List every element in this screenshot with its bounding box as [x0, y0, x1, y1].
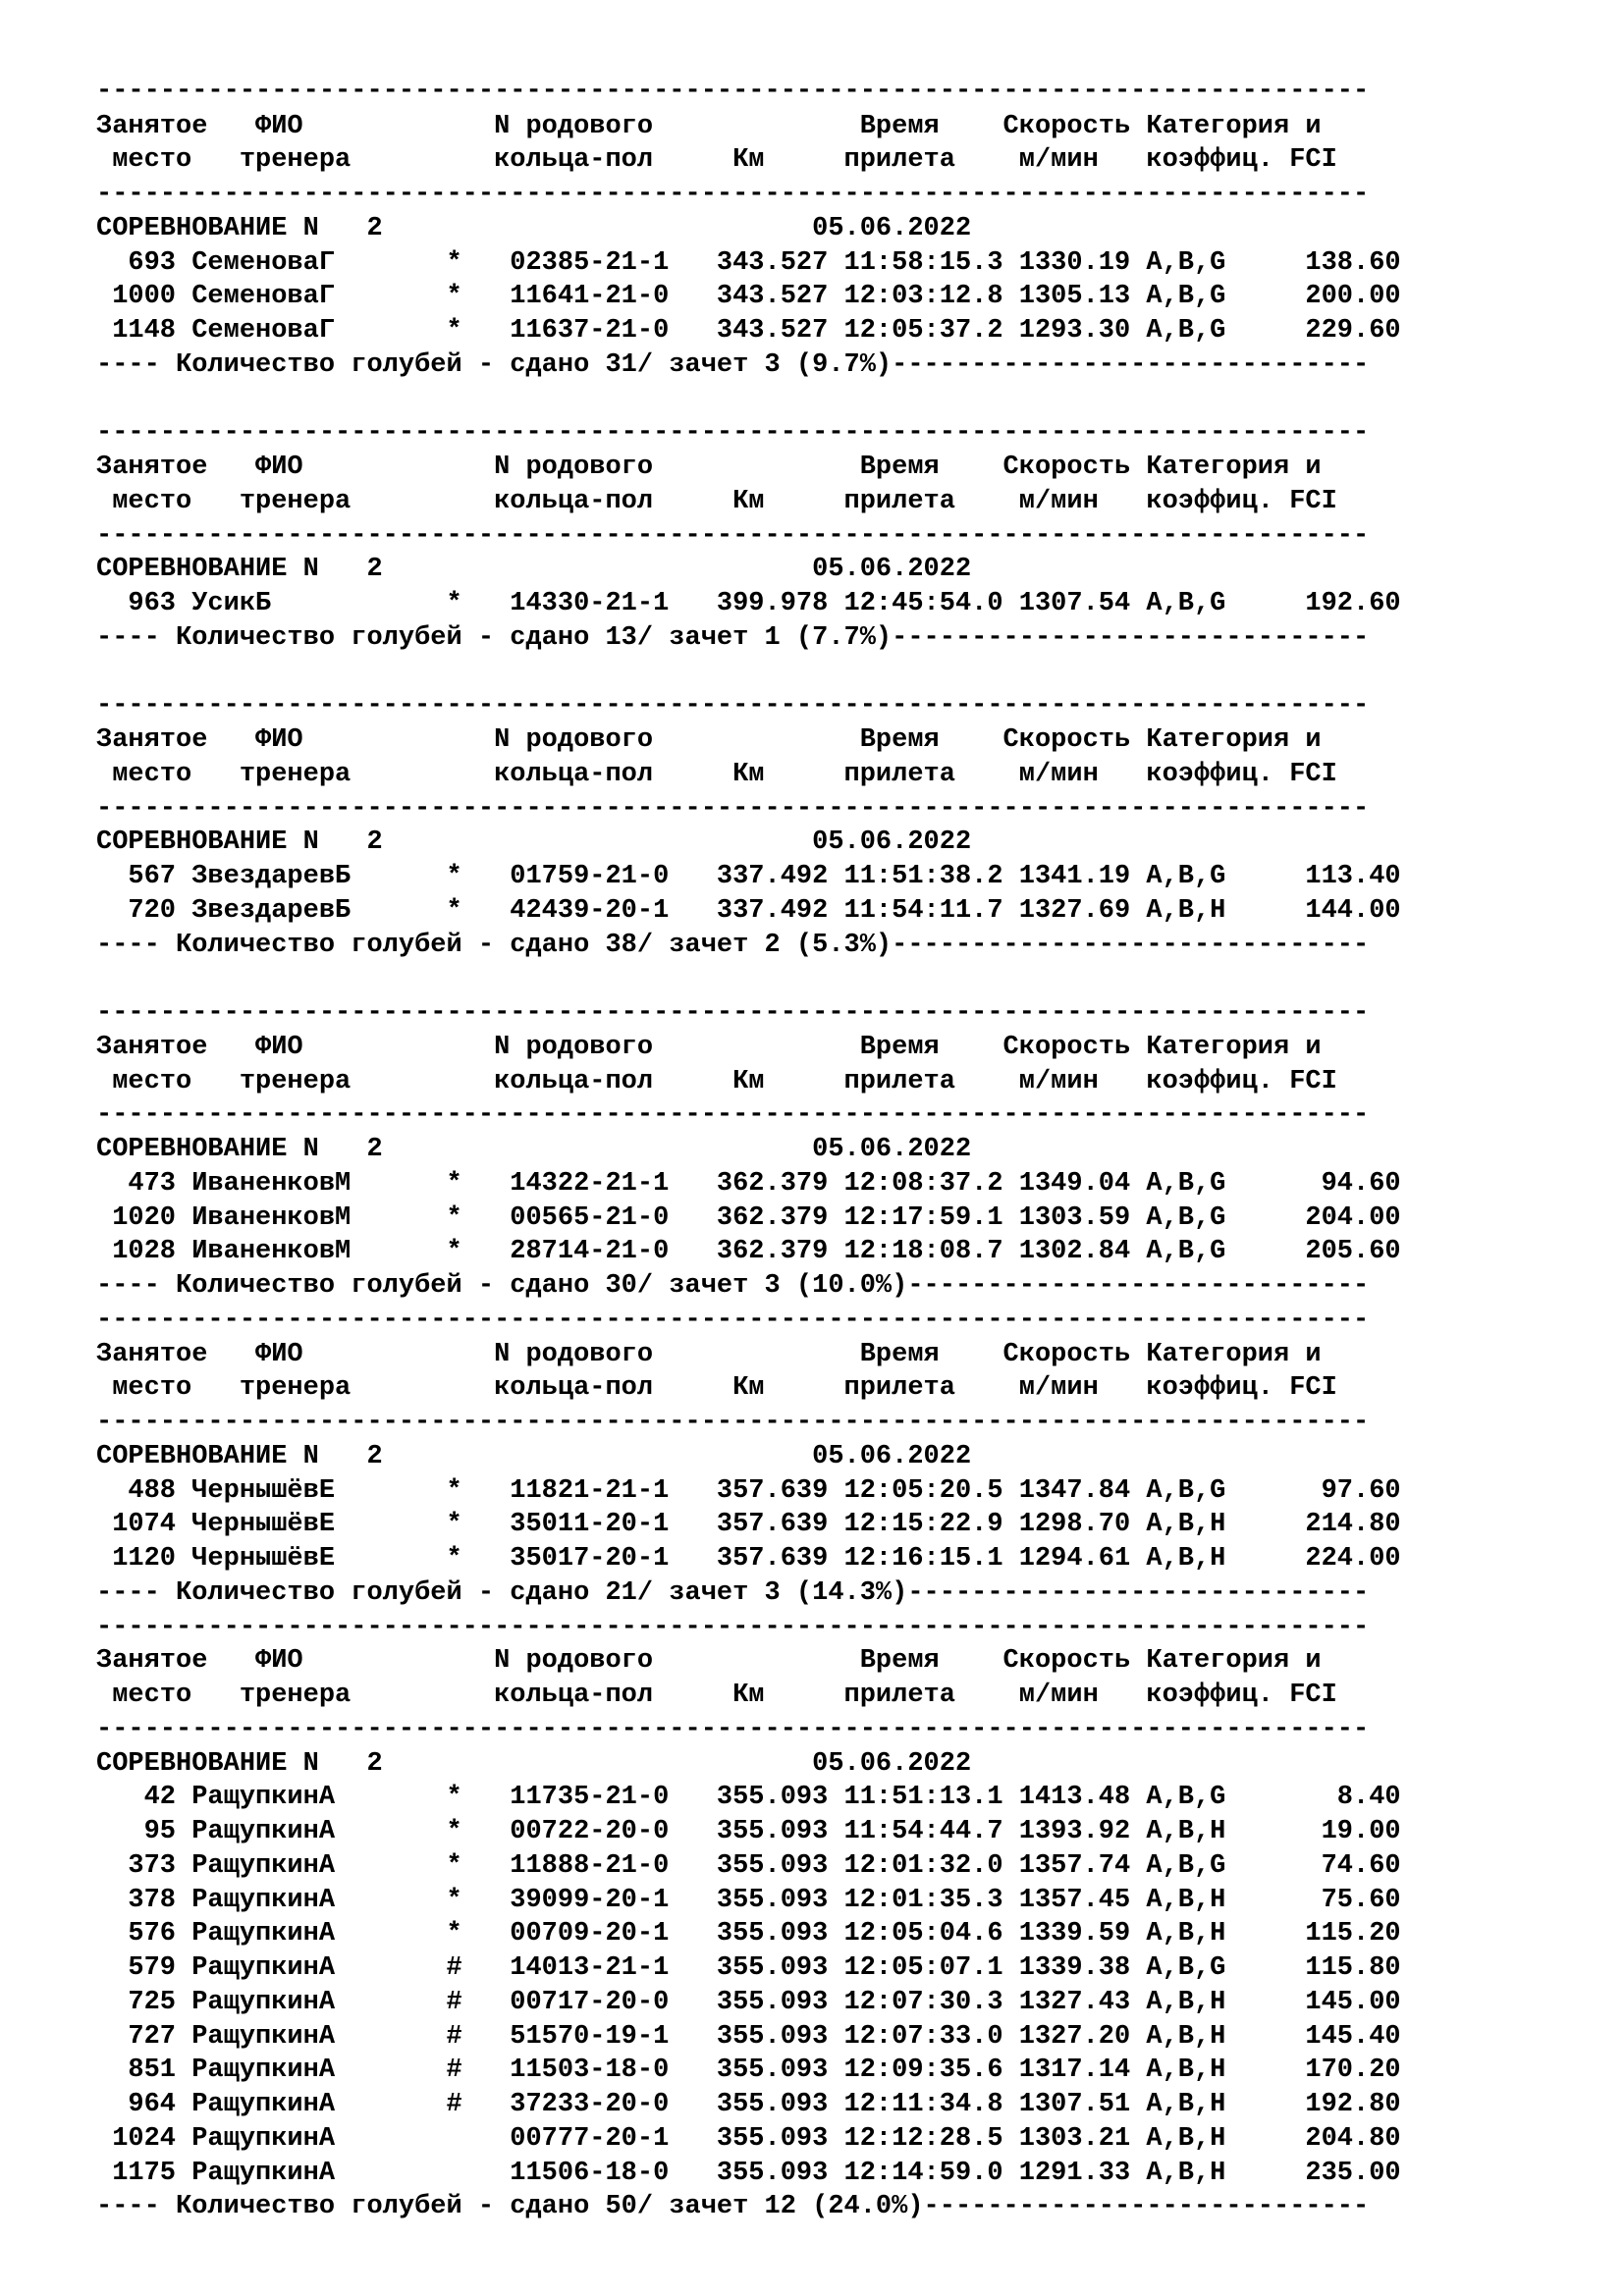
report-line: ---- Количество голубей - сдано 30/ зачет 3 (10.0%)-----------------------------: [96, 1271, 1370, 1301]
report-line: 964 РащупкинА # 37233-20-0 355.093 12:11:34.8 1307.51 A,B,H 192.80: [96, 2090, 1401, 2119]
report-line: ---- Количество голубей - сдано 13/ зачет 1 (7.7%)------------------------------: [96, 623, 1370, 653]
report-line: 42 РащупкинА * 11735-21-0 355.093 11:51:13.1 1413.48 A,B,G 8.40: [96, 1783, 1401, 1812]
report-line: место тренера кольца-пол Км прилета м/мин коэффиц. FCI: [96, 1067, 1337, 1096]
report-line: место тренера кольца-пол Км прилета м/мин коэффиц. FCI: [96, 1373, 1337, 1403]
report-line: 1028 ИваненковМ * 28714-21-0 362.379 12:18:08.7 1302.84 A,B,G 205.60: [96, 1237, 1401, 1266]
report-line: 1175 РащупкинА 11506-18-0 355.093 12:14:59.0 1291.33 A,B,H 235.00: [96, 2159, 1401, 2188]
report-line: 720 ЗвездаревБ * 42439-20-1 337.492 11:54:11.7 1327.69 A,B,H 144.00: [96, 896, 1401, 926]
report-line: 693 СеменоваГ * 02385-21-1 343.527 11:58:15.3 1330.19 A,B,G 138.60: [96, 248, 1401, 278]
report-line: место тренера кольца-пол Км прилета м/мин коэффиц. FCI: [96, 487, 1337, 516]
report-line: 378 РащупкинА * 39099-20-1 355.093 12:01:35.3 1357.45 A,B,H 75.60: [96, 1886, 1401, 1915]
report-line: место тренера кольца-пол Км прилета м/мин коэффиц. FCI: [96, 1681, 1337, 1710]
report-line: 473 ИваненковМ * 14322-21-1 362.379 12:08:37.2 1349.04 A,B,G 94.60: [96, 1169, 1401, 1199]
report-line: 851 РащупкинА # 11503-18-0 355.093 12:09:35.6 1317.14 A,B,H 170.20: [96, 2056, 1401, 2085]
report-line: --------------------------------------------------------------------------------: [96, 998, 1370, 1028]
report-line: 567 ЗвездаревБ * 01759-21-0 337.492 11:51:38.2 1341.19 A,B,G 113.40: [96, 862, 1401, 891]
report-line: СОРЕВНОВАНИЕ N 2 05.06.2022: [96, 1135, 972, 1164]
report-line: СОРЕВНОВАНИЕ N 2 05.06.2022: [96, 1442, 972, 1471]
report-line: ---- Количество голубей - сдано 21/ зачет 3 (14.3%)-----------------------------: [96, 1578, 1370, 1608]
report-line: ---- Количество голубей - сдано 31/ зачет 3 (9.7%)------------------------------: [96, 350, 1370, 380]
report-line: 1024 РащупкинА 00777-20-1 355.093 12:12:28.5 1303.21 A,B,H 204.80: [96, 2124, 1401, 2154]
report-line: Занятое ФИО N родового Время Скорость Категория и: [96, 725, 1322, 755]
report-line: Занятое ФИО N родового Время Скорость Категория и: [96, 1033, 1322, 1062]
report-line: Занятое ФИО N родового Время Скорость Категория и: [96, 1340, 1322, 1369]
report-line: 1120 ЧернышёвЕ * 35017-20-1 357.639 12:16:15.1 1294.61 A,B,H 224.00: [96, 1544, 1401, 1574]
report-line: 725 РащупкинА # 00717-20-0 355.093 12:07:30.3 1327.43 A,B,H 145.00: [96, 1988, 1401, 2017]
report-line: место тренера кольца-пол Км прилета м/мин коэффиц. FCI: [96, 760, 1337, 789]
report-line: --------------------------------------------------------------------------------: [96, 691, 1370, 721]
report-line: Занятое ФИО N родового Время Скорость Категория и: [96, 112, 1322, 141]
report-line: Занятое ФИО N родового Время Скорость Категория и: [96, 1646, 1322, 1676]
report-line: --------------------------------------------------------------------------------: [96, 521, 1370, 551]
report-line: --------------------------------------------------------------------------------: [96, 1306, 1370, 1335]
report-line: СОРЕВНОВАНИЕ N 2 05.06.2022: [96, 214, 972, 243]
report-line: --------------------------------------------------------------------------------: [96, 180, 1370, 209]
report-line: 963 УсикБ * 14330-21-1 399.978 12:45:54.0 1307.54 A,B,G 192.60: [96, 589, 1401, 618]
report-line: 1148 СеменоваГ * 11637-21-0 343.527 12:05:37.2 1293.30 A,B,G 229.60: [96, 316, 1401, 346]
report-line: --------------------------------------------------------------------------------: [96, 1715, 1370, 1744]
report-line: 1000 СеменоваГ * 11641-21-0 343.527 12:03:12.8 1305.13 A,B,G 200.00: [96, 282, 1401, 311]
report-line: --------------------------------------------------------------------------------: [96, 418, 1370, 448]
report-line: 95 РащупкинА * 00722-20-0 355.093 11:54:44.7 1393.92 A,B,H 19.00: [96, 1817, 1401, 1846]
report-line: СОРЕВНОВАНИЕ N 2 05.06.2022: [96, 1749, 972, 1779]
report-line: --------------------------------------------------------------------------------: [96, 1100, 1370, 1130]
report-line: --------------------------------------------------------------------------------: [96, 1408, 1370, 1437]
report-line: 488 ЧернышёвЕ * 11821-21-1 357.639 12:05:20.5 1347.84 A,B,G 97.60: [96, 1476, 1401, 1506]
report-line: место тренера кольца-пол Км прилета м/мин коэффиц. FCI: [96, 145, 1337, 175]
report-line: 1074 ЧернышёвЕ * 35011-20-1 357.639 12:15:22.9 1298.70 A,B,H 214.80: [96, 1510, 1401, 1539]
report-line: --------------------------------------------------------------------------------: [96, 794, 1370, 824]
report-line: --------------------------------------------------------------------------------: [96, 1613, 1370, 1642]
report-line: СОРЕВНОВАНИЕ N 2 05.06.2022: [96, 555, 972, 584]
report-line: 579 РащупкинА # 14013-21-1 355.093 12:05:07.1 1339.38 A,B,G 115.80: [96, 1953, 1401, 1983]
report-line: Занятое ФИО N родового Время Скорость Категория и: [96, 453, 1322, 482]
report-line: 576 РащупкинА * 00709-20-1 355.093 12:05:04.6 1339.59 A,B,H 115.20: [96, 1919, 1401, 1949]
report-line: ---- Количество голубей - сдано 50/ зачет 12 (24.0%)----------------------------: [96, 2192, 1370, 2221]
report-line: --------------------------------------------------------------------------------: [96, 77, 1370, 106]
report-line: 727 РащупкинА # 51570-19-1 355.093 12:07:33.0 1327.20 A,B,H 145.40: [96, 2022, 1401, 2052]
report-line: 373 РащупкинА * 11888-21-0 355.093 12:01:32.0 1357.74 A,B,G 74.60: [96, 1851, 1401, 1881]
report-line: ---- Количество голубей - сдано 38/ зачет 2 (5.3%)------------------------------: [96, 931, 1370, 960]
report-line: 1020 ИваненковМ * 00565-21-0 362.379 12:17:59.1 1303.59 A,B,G 204.00: [96, 1203, 1401, 1233]
report-line: СОРЕВНОВАНИЕ N 2 05.06.2022: [96, 828, 972, 857]
